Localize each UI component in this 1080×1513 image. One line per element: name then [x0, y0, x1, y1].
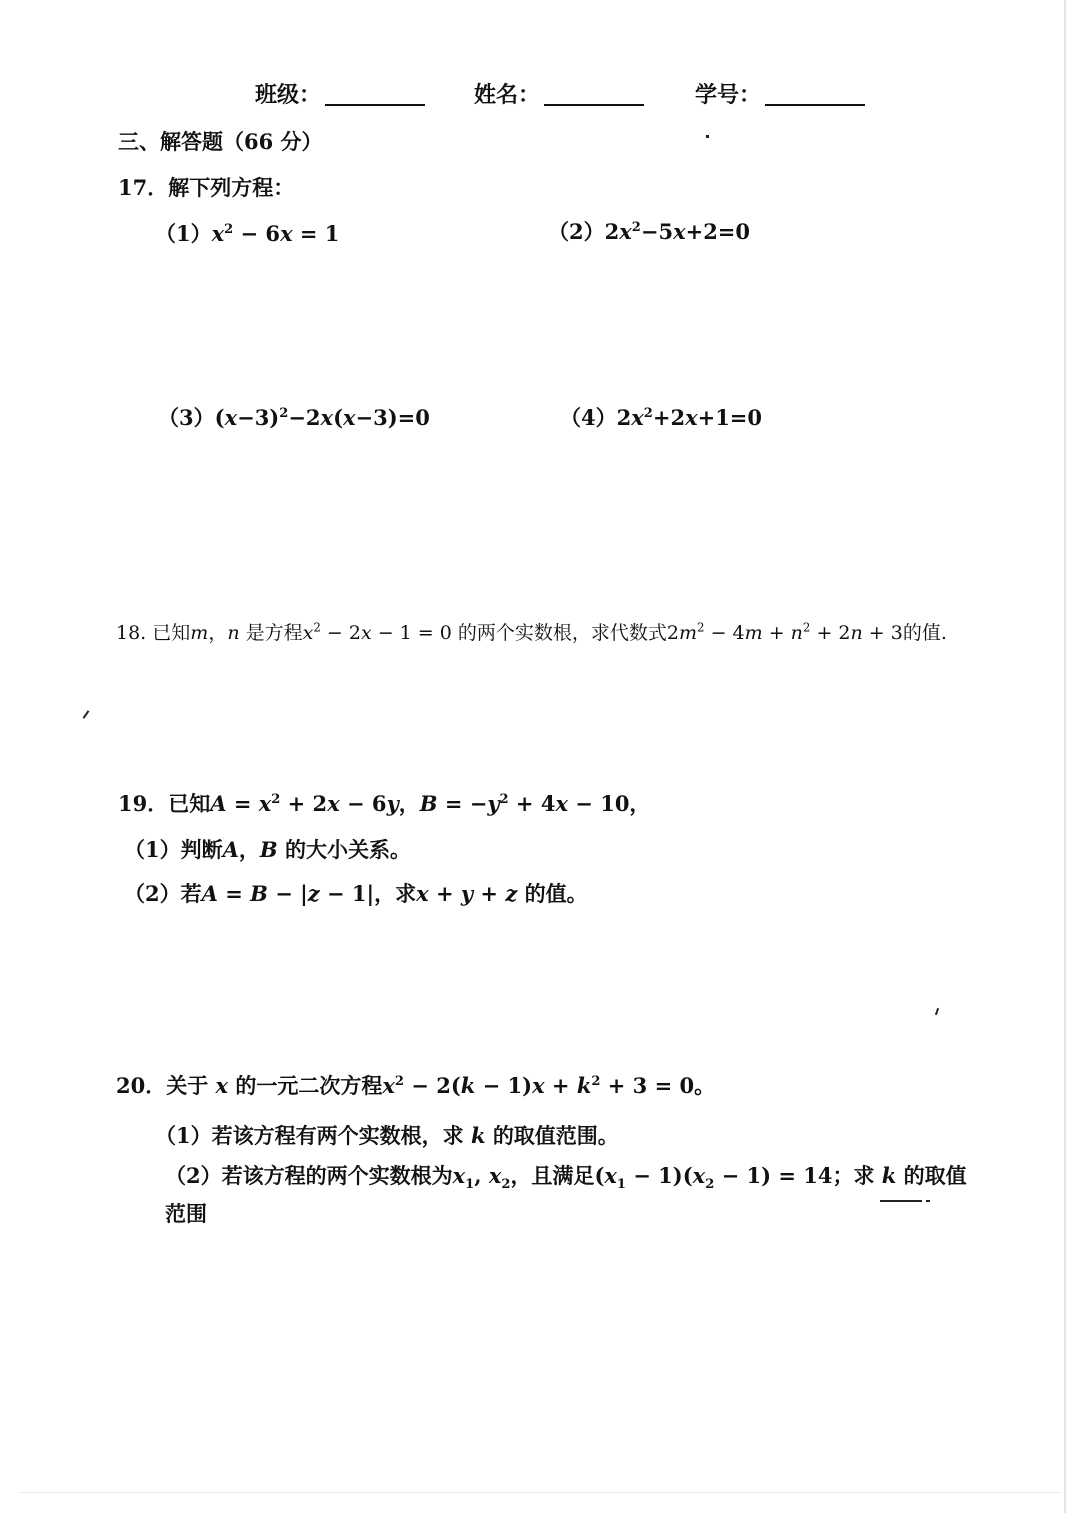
scan-speck: [935, 1008, 939, 1015]
q20-part2-mid: ，且满足: [510, 1163, 595, 1188]
q19-part1-tail: 的大小关系。: [284, 837, 411, 862]
section-title: 三、解答题（66 分）: [118, 129, 323, 154]
scan-edge-bottom: [18, 1492, 1062, 1493]
q18-text: 18. 已知m，n 是方程$x^2 - 2x - 1 = 0$ 的两个实数根，求代数式$2m^2 - 4m + n^2 + 2n + 3$的值.: [116, 620, 947, 644]
q19-part2-prefix: （2）若: [124, 881, 202, 906]
q17-stem: 17．解下列方程：: [118, 175, 295, 200]
q18-is-equation: 是方程: [245, 622, 303, 644]
q17-part1: $(1)x^2 - 6x = 1$: [155, 221, 340, 246]
q20-stem-prefix: 20．关于: [116, 1073, 209, 1098]
q19-stem: 19．已知$A = x^2 + 2x - 6y$，$B = -y^2 + 4x - 10$，: [118, 791, 651, 816]
student-id-blank[interactable]: [765, 104, 865, 106]
q17-part2: $(2)2x^2-5x+2=0$: [548, 219, 751, 244]
q19-stem-prefix: 19．已知: [118, 791, 211, 816]
q18-roots-text: 的两个实数根，求代数式: [457, 622, 667, 644]
class-label: 班级：: [255, 82, 322, 108]
q18-num: 18.: [116, 622, 147, 644]
stray-pen-mark: [880, 1200, 922, 1202]
q20-part2-tail: ；求: [832, 1163, 875, 1188]
scan-speck: [83, 710, 90, 719]
q20-stem: 20．关于 x 的一元二次方程$x^2 - 2(k - 1)x + k^2 + 3 = 0$。: [116, 1073, 716, 1098]
q17-part3-num: （3）: [158, 405, 215, 430]
q19-part2-mid: ，求: [374, 881, 417, 906]
q17-part3: $(3)(x-3)^2-2x(x-3)=0$: [158, 405, 430, 430]
name-label: 姓名：: [474, 82, 541, 108]
q17-part2-num: （2）: [548, 219, 605, 244]
name-blank[interactable]: [544, 104, 644, 106]
q18-given: 已知: [152, 622, 191, 644]
q17-part1-num: （1）: [155, 221, 212, 246]
student-id-field: [695, 78, 865, 109]
class-field: [255, 78, 425, 109]
q20-part2-prefix: （2）若该方程的两个实数根为: [165, 1163, 453, 1188]
q20-part2: （2）若该方程的两个实数根为$x_1$, $x_2$，且满足$(x_1 - 1)(x_2 - 1) = 14$；求 k 的取值: [165, 1163, 967, 1193]
scan-speck: [706, 135, 709, 138]
q17-part4: $(4)2x^2+2x+1=0$: [560, 405, 763, 430]
q17-part4-num: （4）: [560, 405, 617, 430]
name-field: [474, 78, 644, 109]
q19-part2: （2）若A = B − |z − 1|，求x + y + z 的值。: [124, 881, 588, 906]
q18-value-text: 的值.: [902, 622, 947, 644]
scan-edge-right: [1064, 0, 1066, 1513]
stray-pen-mark: [926, 1200, 930, 1202]
student-id-label: 学号：: [695, 82, 762, 108]
class-blank[interactable]: [325, 104, 425, 106]
q20-part1-tail: 的取值范围。: [492, 1123, 619, 1148]
q19-part1-prefix: （1）判断: [124, 837, 223, 862]
q20-stem-mid: 的一元二次方程: [235, 1073, 383, 1098]
q20-part1: （1）若该方程有两个实数根，求 k 的取值范围。: [155, 1123, 619, 1148]
q19-part2-tail: 的值。: [524, 881, 588, 906]
q20-part2-end: 的取值: [903, 1163, 967, 1188]
q20-part2-line2: 范围: [165, 1201, 207, 1226]
q19-part1: （1）判断A，B 的大小关系。: [124, 837, 411, 862]
q20-part1-prefix: （1）若该方程有两个实数根，求: [155, 1123, 464, 1148]
